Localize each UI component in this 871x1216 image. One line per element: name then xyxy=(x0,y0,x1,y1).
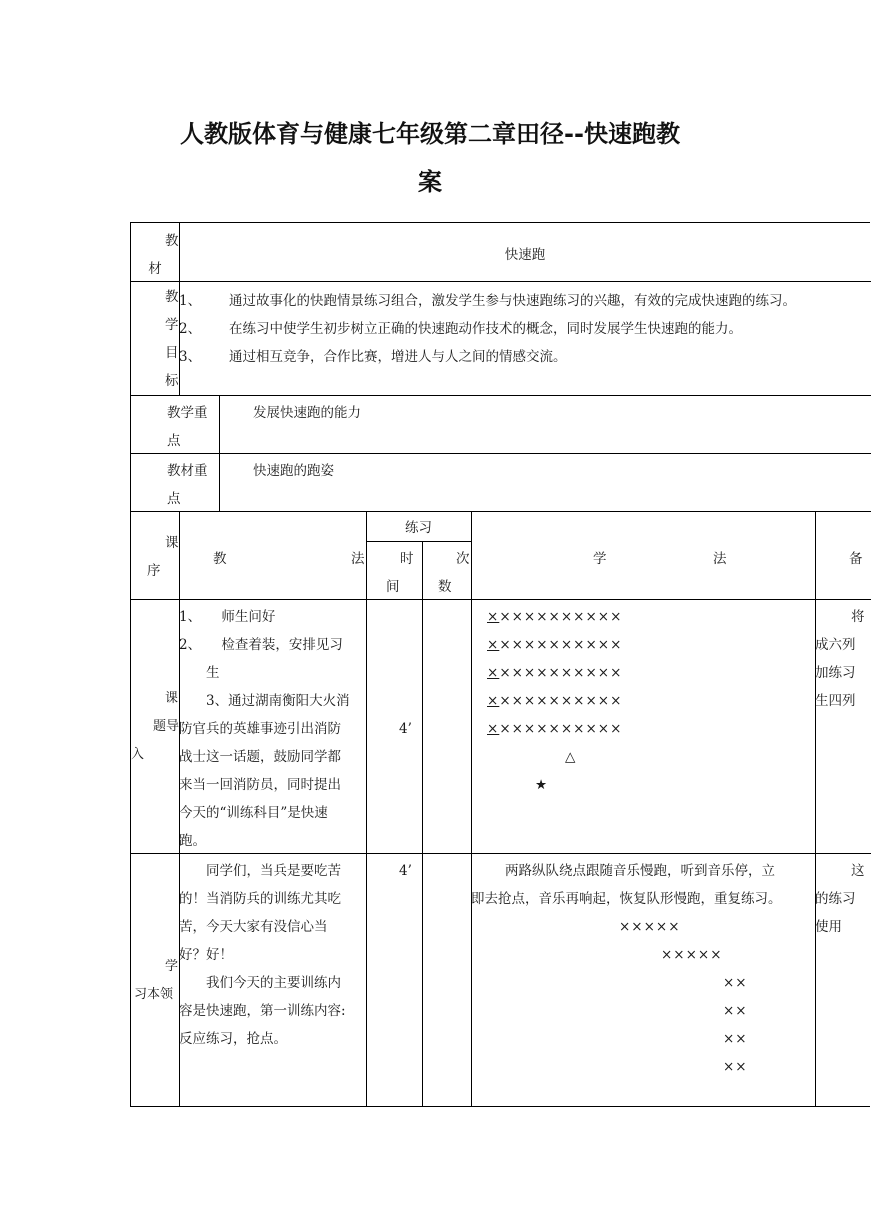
page-title xyxy=(130,110,730,206)
objective-item: 2、 在练习中使学生初步树立正确的快速跑动作技术的概念，同时发展学生快速跑的能力。 xyxy=(179,321,742,337)
material-focus-value: 快速跑的跑姿 xyxy=(253,463,334,479)
row2-formation: ××××× ××××× ×× ×× ×× ×× xyxy=(619,919,748,1075)
row-divider xyxy=(131,281,871,282)
formation-members: ×××××××××× xyxy=(499,609,623,625)
formation-row xyxy=(487,631,622,659)
column-divider xyxy=(422,541,423,1107)
formation-leader: × xyxy=(487,665,500,681)
row2-note: 这 的练习 使用 xyxy=(815,863,865,935)
row1-note: 将 成六列 加练习 生四列 xyxy=(815,609,865,709)
formation-row xyxy=(487,603,622,631)
header-method-a: 教 xyxy=(213,551,227,567)
formation-members: ×××××××××× xyxy=(499,721,623,737)
focus-label: 教学重 点 xyxy=(167,405,208,449)
formation-leader: × xyxy=(487,637,500,653)
formation-grid xyxy=(487,603,622,743)
title-line-1: 人教版体育与健康七年级第二章田径--快速跑教 xyxy=(180,120,680,148)
row-divider xyxy=(131,395,871,396)
row2-label: 学 习本领 xyxy=(134,959,179,1002)
title-line-2: 案 xyxy=(418,168,442,196)
formation-row xyxy=(487,659,622,687)
row2-time: 4’ xyxy=(399,863,412,879)
star-icon: ★ xyxy=(535,777,549,793)
lesson-plan-table xyxy=(130,222,870,1107)
header-study-b: 法 xyxy=(713,551,727,567)
formation-leader: × xyxy=(487,721,500,737)
formation-members: ×××××××××× xyxy=(499,637,623,653)
material-label: 教 材 xyxy=(148,233,179,277)
row1-method: 1、 师生问好 2、 检查着装，安排见习 生 3、通过湖南衡阳大火消 防官兵的英雄事迹引出消防 战士这一话题，鼓励同学都 来当一回消防员，同时提出 今天的“训练科目”是快速 跑。 xyxy=(179,609,350,849)
header-count: 次 数 xyxy=(438,551,470,595)
formation-row xyxy=(487,687,622,715)
row1-label: 课 题导 入 xyxy=(131,691,179,762)
column-divider xyxy=(815,511,816,1107)
row-divider xyxy=(131,511,871,512)
header-note: 备 xyxy=(849,551,863,567)
header-study-a: 学 xyxy=(593,551,607,567)
header-time: 时 间 xyxy=(386,551,414,595)
header-practice: 练习 xyxy=(405,520,432,536)
formation-members: ×××××××××× xyxy=(499,665,623,681)
row-divider xyxy=(131,599,871,600)
material-focus-label: 教材重 点 xyxy=(167,463,208,507)
formation-row xyxy=(487,715,622,743)
formation-members: ×××××××××× xyxy=(499,693,623,709)
row1-formation xyxy=(487,603,622,799)
header-method-b: 法 xyxy=(351,551,365,567)
objective-item: 3、 通过相互竞争，合作比赛，增进人与人之间的情感交流。 xyxy=(179,349,567,365)
focus-value: 发展快速跑的能力 xyxy=(253,405,361,421)
header-course: 课 序 xyxy=(147,535,179,579)
objective-item: 1、 通过故事化的快跑情景练习组合，激发学生参与快速跑练习的兴趣，有效的完成快速跑的练习。 xyxy=(179,293,796,309)
triangle-icon: △ xyxy=(565,749,577,765)
row-divider xyxy=(131,453,871,454)
objectives-label: 教 学 目 标 xyxy=(165,289,179,389)
row2-study: 两路纵队绕点跟随音乐慢跑，听到音乐停，立 即去抢点，音乐再响起，恢复队形慢跑，重复练习。 xyxy=(471,863,782,907)
row1-time: 4’ xyxy=(399,721,412,737)
material-value: 快速跑 xyxy=(504,247,546,263)
row2-method: 同学们，当兵是要吃苦 的！当消防兵的训练尤其吃 苦，今天大家有没信心当 好？好！ 我们今天的主要训练内 容是快速跑，第一训练内容: 反应练习，抢点。 xyxy=(179,863,346,1047)
formation-leader: × xyxy=(487,693,500,709)
column-divider xyxy=(219,395,220,511)
formation-leader: × xyxy=(487,609,500,625)
